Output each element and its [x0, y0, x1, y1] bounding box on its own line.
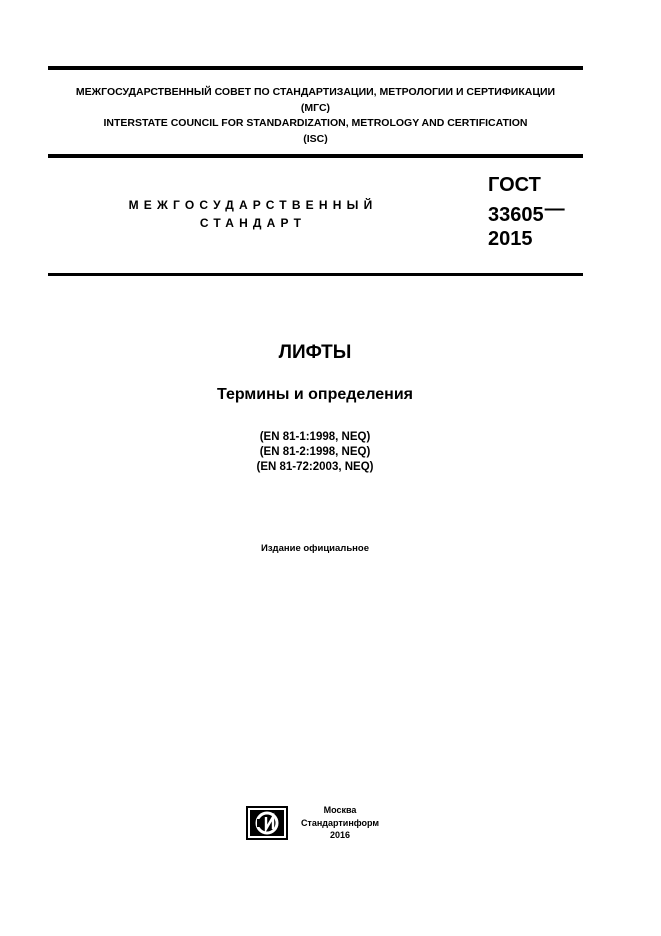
publisher-info — [292, 804, 388, 842]
publisher-year: 2016 — [329, 830, 351, 840]
designation-number-row — [488, 197, 565, 227]
middle-rule — [48, 154, 583, 158]
standard-type-line1: МЕЖГОСУДАРСТВЕННЫЙ — [128, 198, 378, 212]
designation-year: 2015 — [488, 228, 533, 250]
document-title: ЛИФТЫ — [278, 342, 352, 363]
council-header — [48, 85, 583, 147]
council-name-en: INTERSTATE COUNCIL FOR STANDARDIZATION, METROLOGY AND CERTIFICATION — [103, 117, 528, 129]
reference-item: (EN 81-2:1998, NEQ) — [259, 446, 371, 458]
reference-item: (EN 81-72:2003, NEQ) — [256, 461, 374, 473]
reference-standards — [0, 430, 630, 475]
standard-type — [128, 196, 378, 232]
publisher-city: Москва — [323, 805, 357, 815]
council-abbr-en: (ISC) — [303, 132, 328, 145]
standard-type-line2: СТАНДАРТ — [199, 216, 307, 230]
designation-prefix: ГОСТ — [488, 174, 541, 196]
standard-designation — [488, 173, 565, 251]
edition-note: Издание официальное — [261, 543, 369, 554]
reference-item: (EN 81-1:1998, NEQ) — [259, 431, 371, 443]
document-subtitle: Термины и определения — [216, 386, 413, 403]
designation-dash: — — [544, 198, 565, 220]
standartinform-logo-icon — [246, 806, 288, 840]
council-name-ru: МЕЖГОСУДАРСТВЕННЫЙ СОВЕТ ПО СТАНДАРТИЗАЦИИ, МЕТРОЛОГИИ И СЕРТИФИКАЦИИ — [75, 86, 556, 98]
top-rule — [48, 66, 583, 70]
lower-rule — [48, 273, 583, 276]
designation-number: 33605 — [488, 204, 544, 226]
publisher-name: Стандартинформ — [300, 817, 380, 828]
council-abbr-ru: (МГС) — [300, 101, 331, 114]
